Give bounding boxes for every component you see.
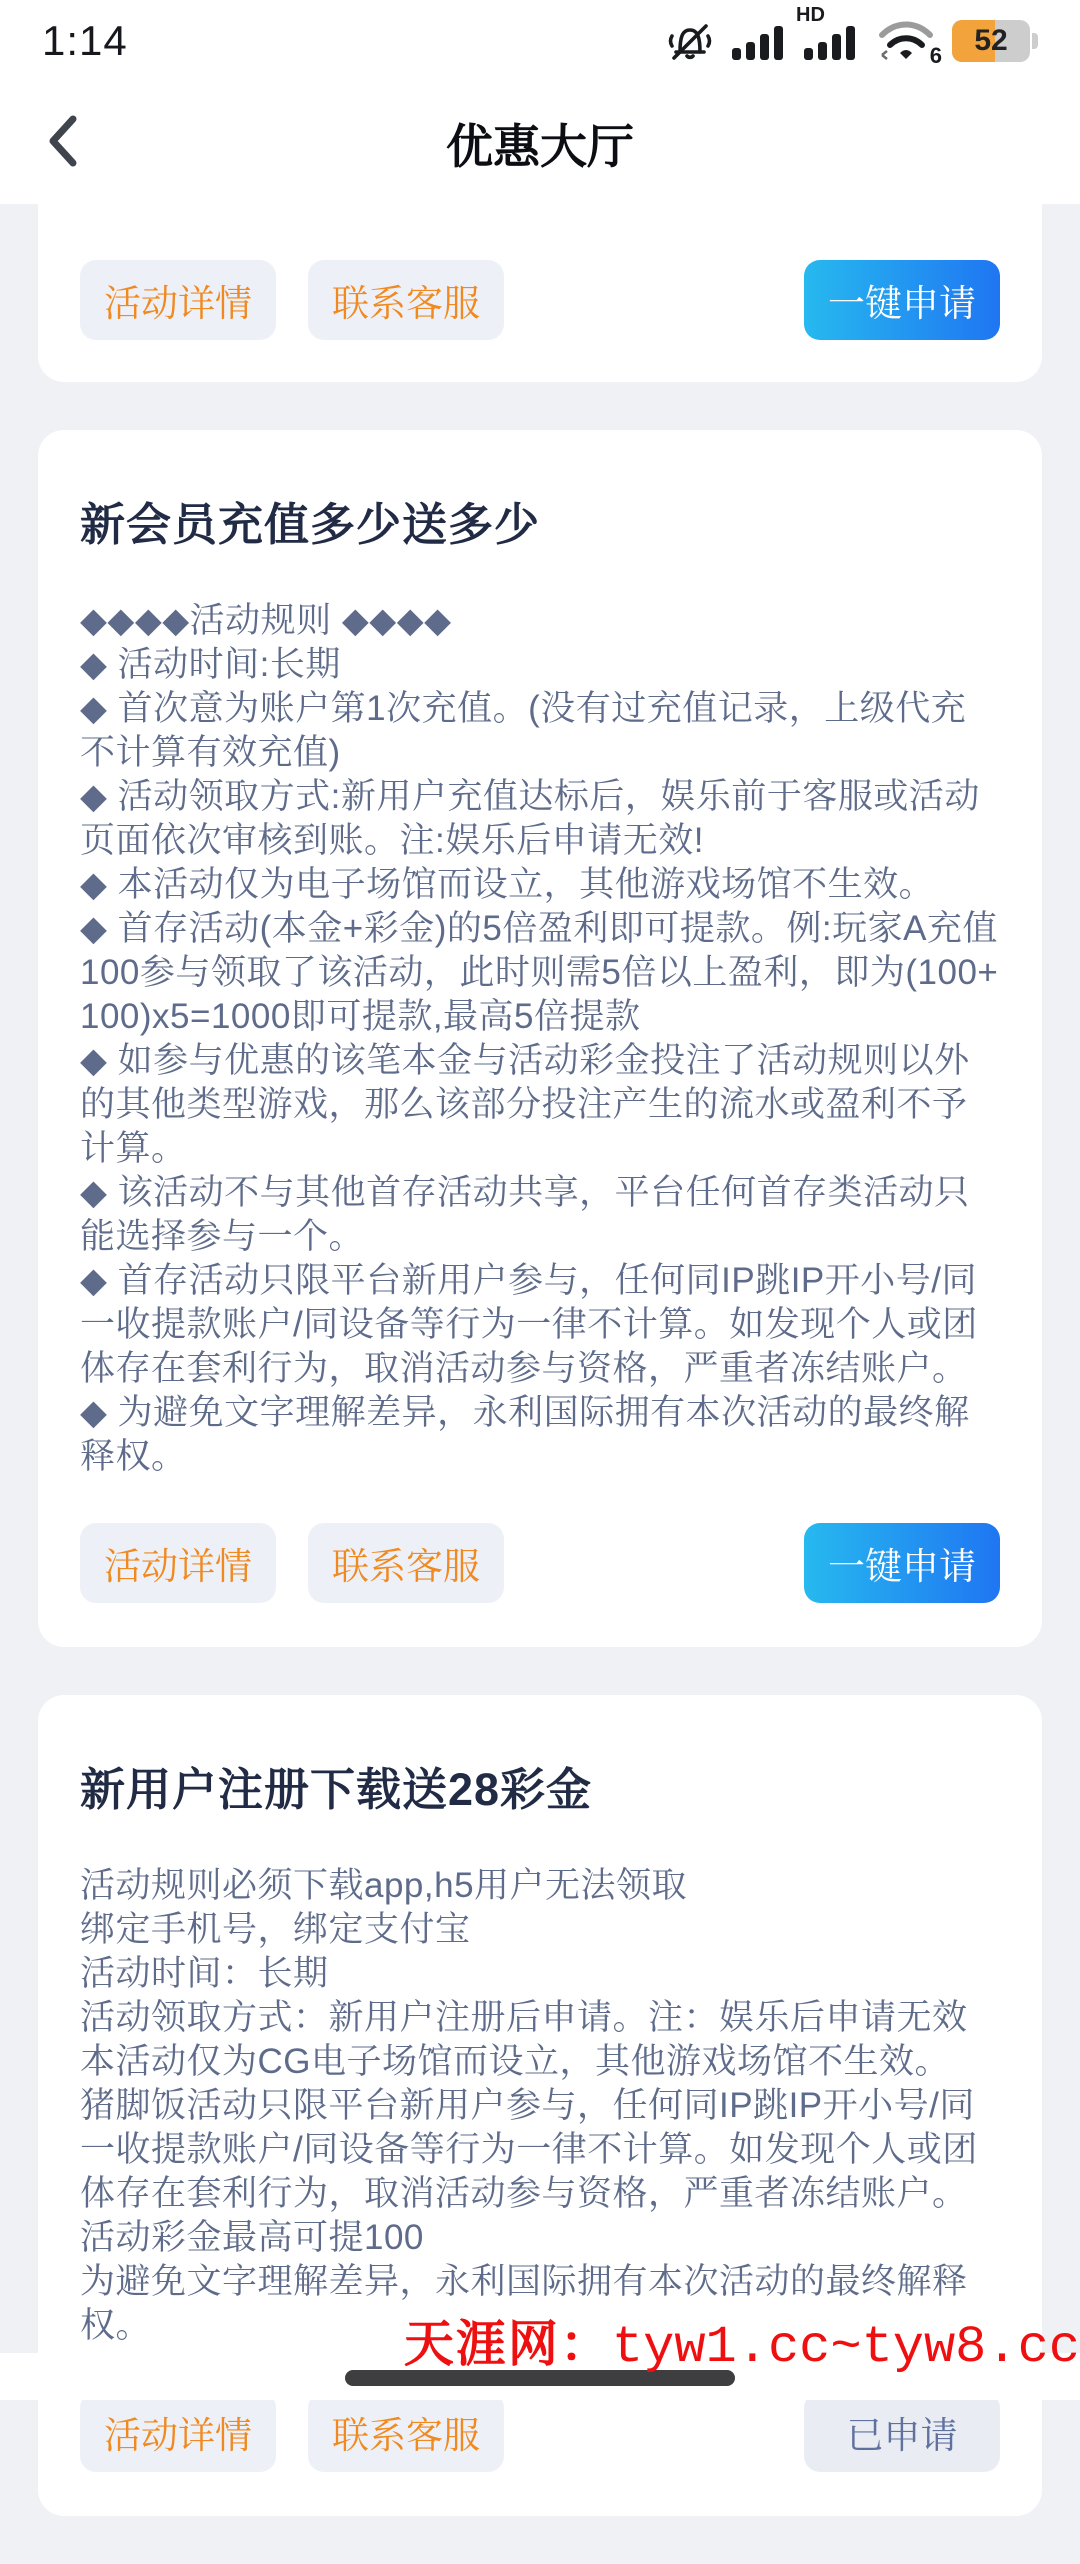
card3-actions <box>80 2392 1000 2472</box>
promo-card-first-deposit <box>38 430 1042 1647</box>
page-title: 优惠大厅 <box>446 119 634 173</box>
rule-line: ◆ 如参与优惠的该笔本金与活动彩金投注了活动规则以外的其他类型游戏，那么该部分投注产生的流水或盈利不予计算。 <box>80 1041 970 1168</box>
details-button[interactable]: 活动详情 <box>80 1523 276 1603</box>
card-rules <box>80 1864 1000 2348</box>
rule-line: ◆ 活动时间:长期 <box>80 645 341 684</box>
rule-line: 绑定手机号，绑定支付宝 <box>80 1910 471 1949</box>
card-rules <box>80 599 1000 1479</box>
promo-list <box>0 204 1080 2564</box>
wifi-icon <box>874 17 942 68</box>
card-title: 新用户注册下载送28彩金 <box>80 1764 593 1815</box>
status-icons <box>664 4 1038 68</box>
contact-support-button[interactable]: 联系客服 <box>308 2392 504 2472</box>
rule-line: ◆◆◆◆活动规则 ◆◆◆◆ <box>80 601 452 640</box>
rule-line: 活动时间：长期 <box>80 1954 329 1993</box>
applied-button[interactable]: 已申请 <box>804 2392 1000 2472</box>
signal-bars-icon <box>730 18 788 64</box>
rule-line: ◆ 首存活动(本金+彩金)的5倍盈利即可提款。例:玩家A充值100参与领取了该活动，此时则需5倍以上盈利，即为(100+100)x5=1000即可提款,最高5倍提款 <box>80 909 999 1036</box>
wifi-6-badge: 6 <box>929 43 942 68</box>
watermark-urls: tyw1.cc~tyw8.cc <box>611 2318 1080 2377</box>
rule-line: ◆ 首存活动只限平台新用户参与，任何同IP跳IP开小号/同一收提款账户/同设备等行为一律不计算。如发现个人或团体存在套利行为，取消活动参与资格，严重者冻结账户。 <box>80 1261 978 1388</box>
card2-actions <box>80 1523 1000 1603</box>
hd-badge: HD <box>796 4 825 26</box>
rule-line: ◆ 为避免文字理解差异，永利国际拥有本次活动的最终解释权。 <box>80 1393 970 1476</box>
rule-line: 活动领取方式：新用户注册后申请。注：娱乐后申请无效 <box>80 1998 968 2037</box>
rule-line: 为避免文字理解差异，永利国际拥有本次活动的最终解释权。 <box>80 2262 968 2345</box>
one-click-apply-button[interactable]: 一键申请 <box>804 260 1000 340</box>
contact-support-button[interactable]: 联系客服 <box>308 260 504 340</box>
watermark-site-name: 天涯网： <box>403 2316 612 2372</box>
rule-line: ◆ 首次意为账户第1次充值。(没有过充值记录，上级代充不计算有效充值) <box>80 689 967 772</box>
rule-line: ◆ 本活动仅为电子场馆而设立，其他游戏场馆不生效。 <box>80 865 935 904</box>
one-click-apply-button[interactable]: 一键申请 <box>804 1523 1000 1603</box>
rule-line: 本活动仅为CG电子场馆而设立，其他游戏场馆不生效。 <box>80 2042 951 2081</box>
battery-icon <box>952 20 1038 62</box>
signal-bars-hd-icon <box>796 4 860 64</box>
clock: 1:14 <box>42 17 128 64</box>
battery-percent: 52 <box>974 24 1008 57</box>
watermark <box>404 2304 1080 2377</box>
details-button[interactable]: 活动详情 <box>80 2392 276 2472</box>
card1-actions <box>80 260 1000 340</box>
rule-line: ◆ 活动领取方式:新用户充值达标后，娱乐前于客服或活动页面依次审核到账。注:娱乐后申请无效! <box>80 777 980 860</box>
rule-line: 活动规则必须下载app,h5用户无法领取 <box>80 1866 688 1905</box>
rule-line: ◆ 该活动不与其他首存活动共享，平台任何首存类活动只能选择参与一个。 <box>80 1173 970 1256</box>
rule-line: 活动彩金最高可提100 <box>80 2218 424 2257</box>
status-bar <box>0 0 1080 82</box>
mute-bell-icon <box>664 18 716 64</box>
card-title: 新会员充值多少送多少 <box>80 499 541 550</box>
contact-support-button[interactable]: 联系客服 <box>308 1523 504 1603</box>
details-button[interactable]: 活动详情 <box>80 260 276 340</box>
promo-card-partial <box>38 204 1042 382</box>
rule-line: 猪脚饭活动只限平台新用户参与，任何同IP跳IP开小号/同一收提款账户/同设备等行为一律不计算。如发现个人或团体存在套利行为，取消活动参与资格，严重者冻结账户。 <box>80 2086 978 2213</box>
header <box>0 82 1080 204</box>
